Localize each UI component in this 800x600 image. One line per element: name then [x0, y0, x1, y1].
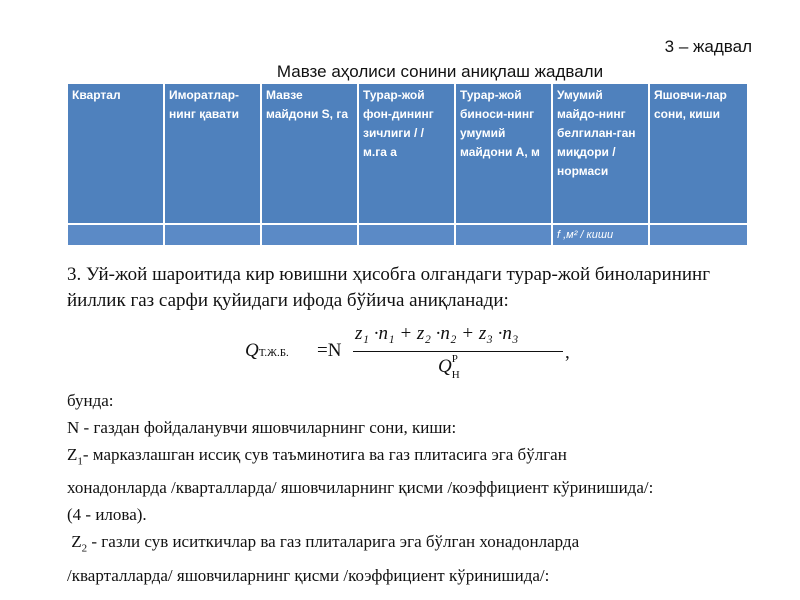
- definition-n: N - газдан фойдаланувчи яшовчиларнинг сони, киши:: [67, 418, 457, 437]
- header-cell: Турар-жой фон-дининг зичлиги / / м.га а: [358, 83, 455, 224]
- formula-comma: ,: [565, 342, 570, 363]
- header-cell: Мавзе майдони S, га: [261, 83, 358, 224]
- table-cell: [649, 224, 748, 246]
- definition-z2: $Z_2$ - газли сув иситкичлар ва газ плиталарига эга бўлган хонадонларда: [71, 532, 580, 555]
- fraction-line: [353, 351, 563, 352]
- where-label: бунда:: [67, 391, 114, 410]
- gas-consumption-formula: [245, 318, 585, 388]
- header-cell: Умумий майдо-нинг белгилан-ган миқдори /нормаси: [552, 83, 649, 224]
- header-cell: Квартал: [67, 83, 164, 224]
- table-number: 3 – жадвал: [664, 37, 752, 56]
- formula-lhs: QТ.Ж.Б.: [245, 340, 289, 361]
- header-cell: Яшовчи-лар сони, киши: [649, 83, 748, 224]
- unit-label: f ,м² / киши: [557, 229, 614, 241]
- table-title: Мавзе аҳолиси сонини аниқлаш жадвали: [276, 62, 604, 81]
- definition-z1: $Z_1-$ марказлашган иссиқ сув таъминотига ва газ плитасига эга бўлган: [67, 445, 567, 468]
- population-table: [66, 82, 749, 247]
- formula-numerator: z₁ ·n₁ + z₂ ·n₂ + z₃ ·n₃: [355, 323, 519, 344]
- definition-z1-ref: (4 - илова).: [67, 505, 147, 525]
- definitions-block: [67, 390, 787, 592]
- table-cell: [261, 224, 358, 246]
- table-cell: [164, 224, 261, 246]
- formula-equals: =N: [317, 340, 342, 361]
- table-cell: [358, 224, 455, 246]
- definition-z1-cont: хонадонларда /кварталларда/ яшовчиларнинг қисми /коэффициент кўринишида/:: [67, 478, 654, 498]
- formula-denominator: $Q_Н^Р$: [438, 353, 460, 381]
- header-cell: Турар-жой биноси-нинг умумий майдони А, м: [455, 83, 552, 224]
- header-cell: Иморатлар-нинг қавати: [164, 83, 261, 224]
- paragraph-3: 3. Уй-жой шароитида кир ювишни ҳисобга олгандаги турар-жой биноларининг йиллик газ сарфи қуйидаги ифода бўйича аниқланади:: [67, 264, 711, 311]
- definition-z2-cont: /кварталларда/ яшовчиларнинг қисми /коэффициент кўринишида/:: [67, 565, 550, 585]
- table-unit-row: [67, 224, 748, 246]
- table-cell: [455, 224, 552, 246]
- table-header-row: [67, 83, 748, 224]
- table-cell: [67, 224, 164, 246]
- unit-cell: [552, 224, 649, 246]
